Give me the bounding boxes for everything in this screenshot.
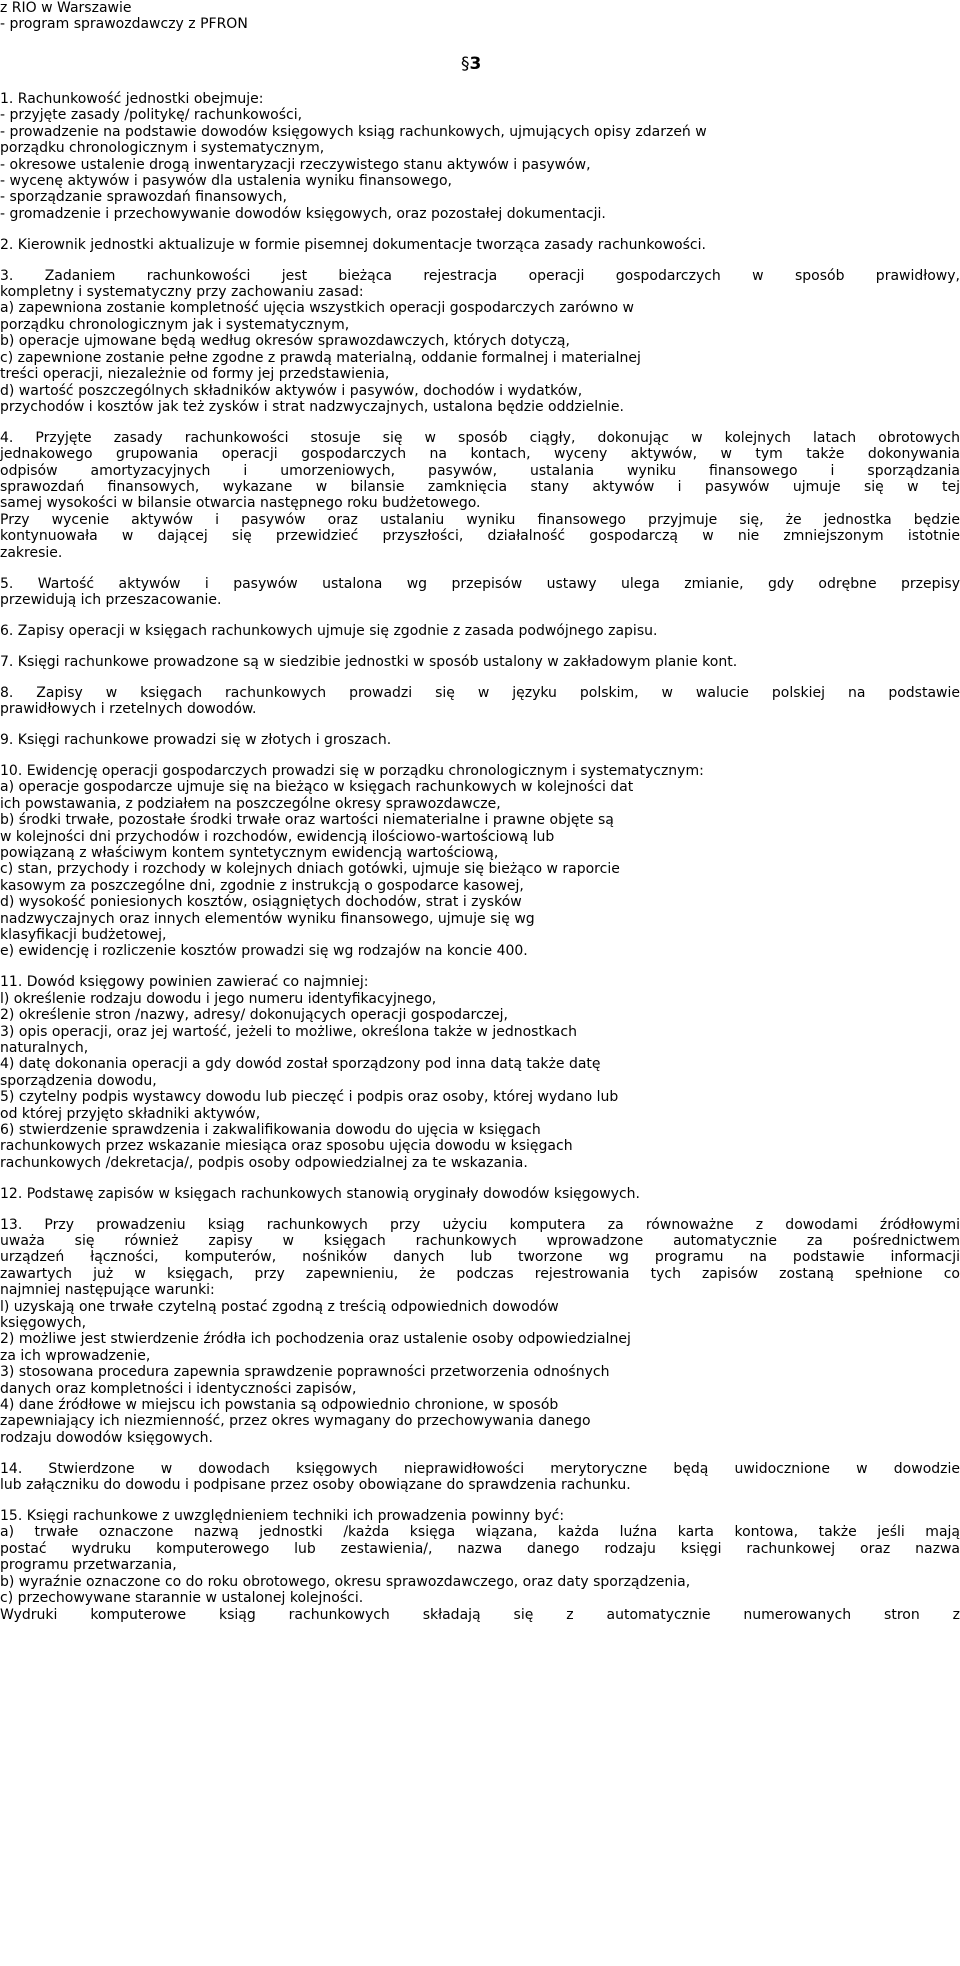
text-line: b) środki trwałe, pozostałe środki trwałe oraz wartości niematerialne i prawne objęte są <box>0 812 614 829</box>
text-line: 13. Przy prowadzeniu ksiąg rachunkowych przy użyciu komputera za równoważne z dowodami źródłowymi <box>0 1216 960 1233</box>
paragraph <box>0 268 960 416</box>
text-line: naturalnych, <box>0 1039 89 1056</box>
text-line: 4) dane źródłowe w miejscu ich powstania są odpowiednio chronione, w sposób <box>0 1397 559 1414</box>
text-line: 15. Księgi rachunkowe z uwzględnieniem techniki ich prowadzenia powinny być: <box>0 1508 565 1525</box>
text-line: d) wysokość poniesionych kosztów, osiągniętych dochodów, strat i zysków <box>0 894 522 911</box>
paragraph <box>0 430 960 561</box>
text-line: urządzeń łączności, komputerów, nośników danych lub tworzone wg programu na podstawie informacji <box>0 1249 960 1266</box>
text-line: klasyfikacji budżetowej, <box>0 926 167 943</box>
section-heading <box>461 56 481 72</box>
document-body <box>0 91 960 1637</box>
text-line: od której przyjęto składniki aktywów, <box>0 1105 261 1122</box>
text-line: 7. Księgi rachunkowe prowadzone są w siedzibie jednostki w sposób ustalony w zakładowym planie kont. <box>0 653 738 670</box>
text-line: 9. Księgi rachunkowe prowadzi się w złotych i groszach. <box>0 732 392 748</box>
text-line: 3. Zadaniem rachunkowości jest bieżąca rejestracja operacji gospodarczych w sposób prawidłowy, <box>0 267 960 284</box>
paragraph <box>0 237 960 253</box>
text-line: za ich wprowadzenie, <box>0 1347 151 1364</box>
paragraph <box>0 974 960 1171</box>
paragraph <box>0 685 960 718</box>
text-line: w kolejności dni przychodów i rozchodów, ewidencją ilościowo-wartościową lub <box>0 828 555 845</box>
text-line: porządku chronologicznym i systematycznym, <box>0 140 325 157</box>
paragraph <box>0 1217 960 1447</box>
text-line: 1. Rachunkowość jednostki obejmuje: <box>0 91 264 107</box>
text-line: - gromadzenie i przechowywanie dowodów księgowych, oraz pozostałej dokumentacji. <box>0 205 606 222</box>
text-line: - przyjęte zasady /politykę/ rachunkowości, <box>0 107 303 124</box>
text-line: a) zapewniona zostanie kompletność ujęcia wszystkich operacji gospodarczych zarówno w <box>0 300 634 317</box>
text-line: jednakowego grupowania operacji gospodarczych na kontach, wyceny aktywów, w tym także dokonywania <box>0 446 960 463</box>
text-line: 3) stosowana procedura zapewnia sprawdzenie poprawności przetworzenia odnośnych <box>0 1364 610 1381</box>
text-line: sprawozdań finansowych, wykazane w bilansie zamknięcia stany aktywów i pasywów ujmuje się w tej <box>0 479 960 496</box>
text-line: kontynuowała w dającej się przewidzieć przyszłości, działalność gospodarczą w nie zmniejszonym istotnie <box>0 528 960 545</box>
text-line: kompletny i systematyczny przy zachowaniu zasad: <box>0 284 364 301</box>
section-symbol: § <box>461 54 470 74</box>
text-line: sporządzenia dowodu, <box>0 1072 157 1089</box>
text-line: 10. Ewidencję operacji gospodarczych prowadzi się w porządku chronologicznym i systematycznym: <box>0 762 704 779</box>
text-line: nadzwyczajnych oraz innych elementów wyniku finansowego, ujmuje się wg <box>0 910 535 927</box>
text-line: przewidują ich przeszacowanie. <box>0 591 222 608</box>
text-line: - prowadzenie na podstawie dowodów księgowych ksiąg rachunkowych, ujmujących opisy zdarzeń w <box>0 123 707 140</box>
text-line: 14. Stwierdzone w dowodach księgowych nieprawidłowości merytoryczne będą uwidocznione w dowodzie <box>0 1460 960 1477</box>
text-line: 5) czytelny podpis wystawcy dowodu lub pieczęć i podpis oraz osoby, której wydano lub <box>0 1089 619 1106</box>
text-line: c) stan, przychody i rozchody w kolejnych dniach gotówki, ujmuje się bieżąco w raporcie <box>0 861 620 878</box>
text-line: rachunkowych przez wskazanie miesiąca oraz sposobu ujęcia dowodu w księgach <box>0 1138 573 1155</box>
text-line: Przy wycenie aktywów i pasywów oraz ustalaniu wyniku finansowego przyjmuje się, że jednostka będzie <box>0 511 960 528</box>
text-line: 3) opis operacji, oraz jej wartość, jeżeli to możliwe, określona także w jednostkach <box>0 1023 577 1040</box>
text-line: 5. Wartość aktywów i pasywów ustalona wg przepisów ustawy ulega zmianie, gdy odrębne przepisy <box>0 575 960 592</box>
text-line: 6) stwierdzenie sprawdzenia i zakwalifikowania dowodu do ujęcia w księgach <box>0 1121 541 1138</box>
text-line: b) operacje ujmowane będą według okresów sprawozdawczych, których dotyczą, <box>0 333 570 350</box>
text-line: 11. Dowód księgowy powinien zawierać co najmniej: <box>0 974 369 991</box>
text-line: Wydruki komputerowe ksiąg rachunkowych składają się z automatycznie numerowanych stron z <box>0 1606 960 1623</box>
text-line: zawartych już w księgach, przy zapewnieniu, że podczas rejestrowania tych zapisów zostaną spełnione co <box>0 1265 960 1282</box>
text-line: 2) określenie stron /nazwy, adresy/ dokonujących operacji gospodarczej, <box>0 1007 509 1024</box>
text-line: ich powstawania, z podziałem na poszczególne okresy sprawozdawcze, <box>0 795 501 812</box>
text-line: lub załączniku do dowodu i podpisane przez osoby obowiązane do sprawdzenia rachunku. <box>0 1477 631 1494</box>
text-line: 2) możliwe jest stwierdzenie źródła ich pochodzenia oraz ustalenie osoby odpowiedzialnej <box>0 1331 631 1348</box>
text-line: 12. Podstawę zapisów w księgach rachunkowych stanowią oryginały dowodów księgowych. <box>0 1185 640 1202</box>
text-line: zapewniający ich niezmienność, przez okres wymagany do przechowywania danego <box>0 1413 591 1430</box>
text-line: rodzaju dowodów księgowych. <box>0 1429 213 1446</box>
text-line: przychodów i kosztów jak też zysków i strat nadzwyczajnych, ustalona będzie oddzielnie. <box>0 398 624 415</box>
header-line: z RIO w Warszawie <box>0 0 132 16</box>
paragraph <box>0 732 960 748</box>
paragraph <box>0 1461 960 1494</box>
text-line: powiązaną z właściwym kontem syntetycznym ewidencją wartościową, <box>0 844 499 861</box>
text-line: a) operacje gospodarcze ujmuje się na bieżąco w księgach rachunkowych w kolejności dat <box>0 779 634 796</box>
text-line: rachunkowych /dekretacja/, podpis osoby odpowiedzialnej za te wskazania. <box>0 1154 528 1171</box>
text-line: b) wyraźnie oznaczone co do roku obrotowego, okresu sprawozdawczego, oraz daty sporządzenia, <box>0 1573 691 1590</box>
text-line: odpisów amortyzacyjnych i umorzeniowych, pasywów, ustalania wyniku finansowego i sporządzania <box>0 462 960 479</box>
paragraph <box>0 91 960 222</box>
text-line: najmniej następujące warunki: <box>0 1282 215 1299</box>
text-line: l) uzyskają one trwałe czytelną postać zgodną z treścią odpowiednich dowodów <box>0 1298 559 1315</box>
document-header <box>0 0 400 33</box>
text-line: prawidłowych i rzetelnych dowodów. <box>0 701 257 718</box>
text-line: danych oraz kompletności i identyczności zapisów, <box>0 1380 357 1397</box>
paragraph <box>0 1186 960 1202</box>
text-line: c) zapewnione zostanie pełne zgodne z prawdą materialną, oddanie formalnej i materialnej <box>0 349 641 366</box>
text-line: treści operacji, niezależnie od formy jej przedstawienia, <box>0 366 390 383</box>
text-line: 6. Zapisy operacji w księgach rachunkowych ujmuje się zgodnie z zasada podwójnego zapisu. <box>0 622 658 639</box>
paragraph <box>0 576 960 609</box>
text-line: porządku chronologicznym jak i systematycznym, <box>0 316 350 333</box>
text-line: l) określenie rodzaju dowodu i jego numeru identyfikacyjnego, <box>0 990 437 1007</box>
text-line: 4. Przyjęte zasady rachunkowości stosuje się w sposób ciągły, dokonując w kolejnych latach obrotowych <box>0 429 960 446</box>
text-line: d) wartość poszczególnych składników aktywów i pasywów, dochodów i wydatków, <box>0 382 583 399</box>
text-line: a) trwałe oznaczone nazwą jednostki /każda księga wiązana, każda luźna karta kontowa, także jeśli mają <box>0 1524 960 1541</box>
text-line: 4) datę dokonania operacji a gdy dowód został sporządzony pod inna datą także datę <box>0 1056 601 1073</box>
text-line: uważa się również zapisy w księgach rachunkowych wprowadzone automatycznie za pośrednictwem <box>0 1232 960 1249</box>
text-line: c) przechowywane starannie w ustalonej kolejności. <box>0 1590 364 1607</box>
text-line: 8. Zapisy w księgach rachunkowych prowadzi się w języku polskim, w walucie polskiej na podstawie <box>0 684 960 701</box>
text-line: samej wysokości w bilansie otwarcia następnego roku budżetowego. <box>0 495 481 512</box>
paragraph <box>0 623 960 639</box>
paragraph <box>0 763 960 960</box>
text-line: programu przetwarzania, <box>0 1557 177 1574</box>
paragraph <box>0 654 960 670</box>
text-line: - okresowe ustalenie drogą inwentaryzacji rzeczywistego stanu aktywów i pasywów, <box>0 156 591 173</box>
text-line: postać wydruku komputerowego lub zestawienia/, nazwa danego rodzaju księgi rachunkowej oraz nazwa <box>0 1540 960 1557</box>
text-line: 2. Kierownik jednostki aktualizuje w formie pisemnej dokumentacje tworząca zasady rachunkowości. <box>0 236 706 253</box>
text-line: zakresie. <box>0 544 63 561</box>
paragraph <box>0 1508 960 1623</box>
text-line: e) ewidencję i rozliczenie kosztów prowadzi się wg rodzajów na koncie 400. <box>0 943 528 960</box>
header-line: - program sprawozdawczy z PFRON <box>0 16 248 33</box>
text-line: - sporządzanie sprawozdań finansowych, <box>0 189 287 206</box>
text-line: księgowych, <box>0 1315 87 1331</box>
text-line: - wycenę aktywów i pasywów dla ustalenia wyniku finansowego, <box>0 173 452 190</box>
section-number: 3 <box>469 54 482 74</box>
text-line: kasowym za poszczególne dni, zgodnie z instrukcją o gospodarce kasowej, <box>0 877 524 894</box>
